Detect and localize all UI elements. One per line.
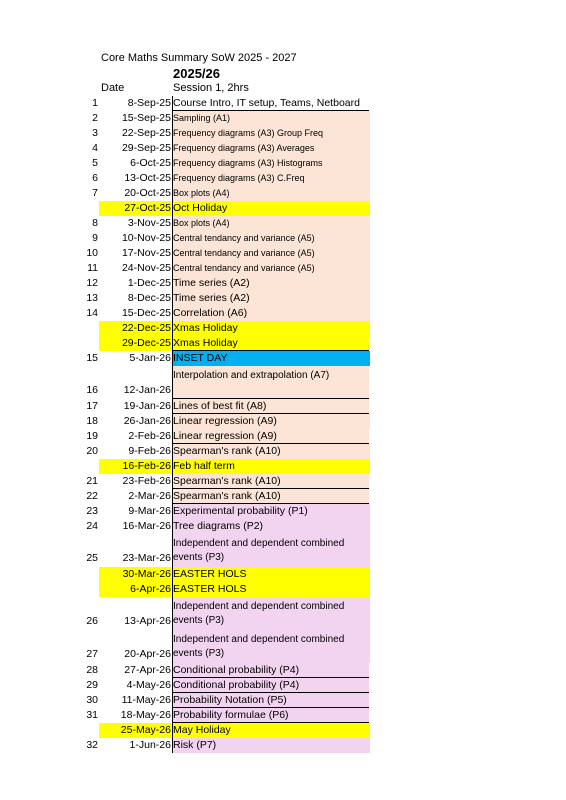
session-date: 13-Oct-25 — [124, 172, 171, 184]
session-date: 26-Jan-26 — [123, 415, 171, 427]
session-topic: Spearman's rank (A10) — [172, 444, 370, 459]
session-topic: Experimental probability (P1) — [172, 504, 370, 519]
schedule-row — [0, 366, 566, 399]
schedule-row — [0, 156, 566, 171]
session-topic: Tree diagrams (P2) — [172, 519, 370, 534]
session-date: 1-Dec-25 — [127, 277, 171, 289]
schedule-row — [0, 519, 566, 534]
session-topic: Lines of best fit (A8) — [172, 399, 369, 414]
session-number: 13 — [86, 292, 98, 304]
academic-year: 2025/26 — [173, 66, 220, 81]
holiday-row — [0, 582, 566, 597]
session-topic: Oct Holiday — [172, 201, 370, 216]
session-number — [60, 201, 98, 216]
holiday-row — [0, 723, 566, 738]
session-date: 27-Oct-25 — [99, 201, 171, 216]
session-number: 30 — [86, 694, 98, 706]
session-date: 22-Sep-25 — [121, 127, 171, 139]
session-date: 3-Nov-25 — [127, 217, 171, 229]
session-topic: Frequency diagrams (A3) C.Freq — [172, 171, 370, 186]
schedule-row — [0, 351, 566, 366]
session-number — [60, 321, 98, 336]
session-number: 27 — [86, 648, 98, 660]
session-number: 24 — [86, 520, 98, 532]
session-date: 23-Mar-26 — [122, 552, 171, 564]
session-date: 12-Jan-26 — [123, 384, 171, 396]
session-date: 29-Dec-25 — [99, 336, 171, 351]
session-number: 21 — [86, 475, 98, 487]
schedule-row — [0, 171, 566, 186]
session-topic: Central tendancy and variance (A5) — [172, 231, 370, 246]
session-number: 32 — [86, 739, 98, 751]
session-topic: EASTER HOLS — [172, 582, 370, 597]
session-date: 8-Dec-25 — [127, 292, 171, 304]
session-topic: Central tendancy and variance (A5) — [172, 261, 370, 276]
session-number: 11 — [87, 262, 98, 274]
session-topic: Frequency diagrams (A3) Histograms — [172, 156, 370, 171]
schedule-row — [0, 474, 566, 489]
session-topic: Correlation (A6) — [172, 306, 370, 321]
schedule-row — [0, 246, 566, 261]
session-number: 16 — [86, 384, 98, 396]
session-date: 16-Feb-26 — [99, 459, 171, 474]
session-topic: Risk (P7) — [172, 738, 370, 753]
session-date: 9-Mar-26 — [128, 505, 171, 517]
session-number: 17 — [86, 400, 98, 412]
schedule-row — [0, 126, 566, 141]
session-date: 8-Sep-25 — [127, 97, 171, 109]
session-date: 23-Feb-26 — [122, 475, 171, 487]
session-date: 19-Jan-26 — [123, 400, 171, 412]
session-topic: Linear regression (A9) — [172, 429, 369, 444]
schedule-row — [0, 186, 566, 201]
session-topic: Time series (A2) — [172, 276, 370, 291]
holiday-row — [0, 459, 566, 474]
holiday-row — [0, 567, 566, 582]
schedule-row — [0, 630, 566, 663]
session-number — [60, 336, 98, 351]
session-topic: INSET DAY — [172, 351, 370, 366]
session-topic: Interpolation and extrapolation (A7) — [172, 366, 369, 399]
schedule-row — [0, 111, 566, 126]
session-date: 1-Jun-26 — [129, 739, 171, 751]
session-date: 15-Dec-25 — [121, 307, 171, 319]
schedule-row — [0, 678, 566, 693]
schedule-row — [0, 663, 566, 678]
session-topic: Xmas Holiday — [172, 336, 369, 351]
session-number: 23 — [86, 505, 98, 517]
session-number — [60, 567, 98, 582]
session-topic: EASTER HOLS — [172, 567, 370, 582]
schedule-row — [0, 216, 566, 231]
session-date: 6-Apr-26 — [99, 582, 171, 597]
session-topic: Course Intro, IT setup, Teams, Netboard — [172, 96, 369, 111]
schedule-row — [0, 399, 566, 414]
session-number: 14 — [86, 307, 98, 319]
session-date: 17-Nov-25 — [121, 247, 171, 259]
session-topic: Box plots (A4) — [172, 216, 370, 231]
session-topic: Probability Notation (P5) — [172, 693, 369, 708]
schedule-row — [0, 693, 566, 708]
schedule-row — [0, 534, 566, 567]
schedule-row — [0, 261, 566, 276]
session-topic: Box plots (A4) — [172, 186, 370, 201]
session-number: 28 — [86, 664, 98, 676]
session-number: 5 — [92, 157, 98, 169]
schedule-row — [0, 414, 566, 429]
session-topic: Independent and dependent combined events (P3) — [172, 597, 370, 630]
session-topic: Spearman's rank (A10) — [172, 489, 369, 504]
session-topic: Feb half term — [172, 459, 370, 474]
session-topic: Probability formulae (P6) — [172, 708, 369, 723]
schedule-row — [0, 306, 566, 321]
session-topic: Independent and dependent combined events (P3) — [172, 534, 370, 567]
schedule-row — [0, 231, 566, 246]
session-number: 1 — [92, 97, 98, 109]
session-date: 5-Jan-26 — [129, 352, 171, 364]
session-date: 13-Apr-26 — [124, 615, 171, 627]
schedule-row — [0, 429, 566, 444]
session-number: 9 — [92, 232, 98, 244]
session-column-header: Session 1, 2hrs — [173, 82, 249, 94]
session-date: 16-Mar-26 — [122, 520, 171, 532]
session-topic: Linear regression (A9) — [172, 414, 370, 429]
session-number: 18 — [86, 415, 98, 427]
schedule-row — [0, 444, 566, 459]
session-date: 27-Apr-26 — [124, 664, 171, 676]
session-date: 22-Dec-25 — [99, 321, 171, 336]
session-number: 31 — [86, 709, 98, 721]
session-date: 18-May-26 — [120, 709, 171, 721]
session-date: 24-Nov-25 — [121, 262, 171, 274]
schedule-row — [0, 738, 566, 753]
session-number: 3 — [92, 127, 98, 139]
session-date: 25-May-26 — [99, 723, 171, 738]
schedule-row — [0, 96, 566, 111]
session-date: 10-Nov-25 — [121, 232, 171, 244]
schedule-row — [0, 276, 566, 291]
holiday-row — [0, 201, 566, 216]
schedule-row — [0, 504, 566, 519]
session-number: 26 — [86, 615, 98, 627]
session-number: 22 — [86, 490, 98, 502]
schedule-row — [0, 708, 566, 723]
date-column-header: Date — [101, 82, 125, 94]
session-number — [60, 459, 98, 474]
session-date: 9-Feb-26 — [128, 445, 171, 457]
session-number: 8 — [92, 217, 98, 229]
session-date: 11-May-26 — [121, 694, 171, 706]
session-date: 4-May-26 — [126, 679, 171, 691]
session-topic: Frequency diagrams (A3) Averages — [172, 141, 370, 156]
session-number: 2 — [92, 112, 98, 124]
session-date: 15-Sep-25 — [121, 112, 171, 124]
document-title: Core Maths Summary SoW 2025 - 2027 — [101, 52, 297, 64]
session-topic: Frequency diagrams (A3) Group Freq — [172, 126, 370, 141]
session-number: 10 — [86, 247, 98, 259]
schedule-table — [0, 96, 566, 753]
session-number — [60, 582, 98, 597]
session-number: 4 — [92, 142, 98, 154]
session-number: 29 — [86, 679, 98, 691]
session-topic: Conditional probability (P4) — [172, 678, 369, 693]
schedule-row — [0, 141, 566, 156]
session-date: 2-Mar-26 — [128, 490, 171, 502]
session-number: 15 — [86, 352, 98, 364]
session-number: 6 — [92, 172, 98, 184]
schedule-row — [0, 291, 566, 306]
session-number: 7 — [92, 187, 98, 199]
session-topic: Xmas Holiday — [172, 321, 370, 336]
session-date: 20-Apr-26 — [124, 648, 171, 660]
session-topic: Independent and dependent combined events (P3) — [172, 630, 370, 663]
session-number: 20 — [86, 445, 98, 457]
session-number: 12 — [86, 277, 98, 289]
holiday-row — [0, 321, 566, 336]
session-date: 2-Feb-26 — [128, 430, 171, 442]
session-number: 25 — [86, 552, 98, 564]
session-topic: Spearman's rank (A10) — [172, 474, 369, 489]
session-date: 30-Mar-26 — [99, 567, 171, 582]
session-topic: Central tendancy and variance (A5) — [172, 246, 370, 261]
session-date: 20-Oct-25 — [124, 187, 171, 199]
session-topic: Sampling (A1) — [172, 111, 370, 126]
session-topic: May Holiday — [172, 723, 370, 738]
schedule-row — [0, 597, 566, 630]
schedule-row — [0, 489, 566, 504]
session-date: 6-Oct-25 — [130, 157, 171, 169]
session-topic: Conditional probability (P4) — [172, 663, 369, 678]
holiday-row — [0, 336, 566, 351]
session-number — [60, 723, 98, 738]
session-date: 29-Sep-25 — [121, 142, 171, 154]
session-topic: Time series (A2) — [172, 291, 370, 306]
session-number: 19 — [86, 430, 98, 442]
